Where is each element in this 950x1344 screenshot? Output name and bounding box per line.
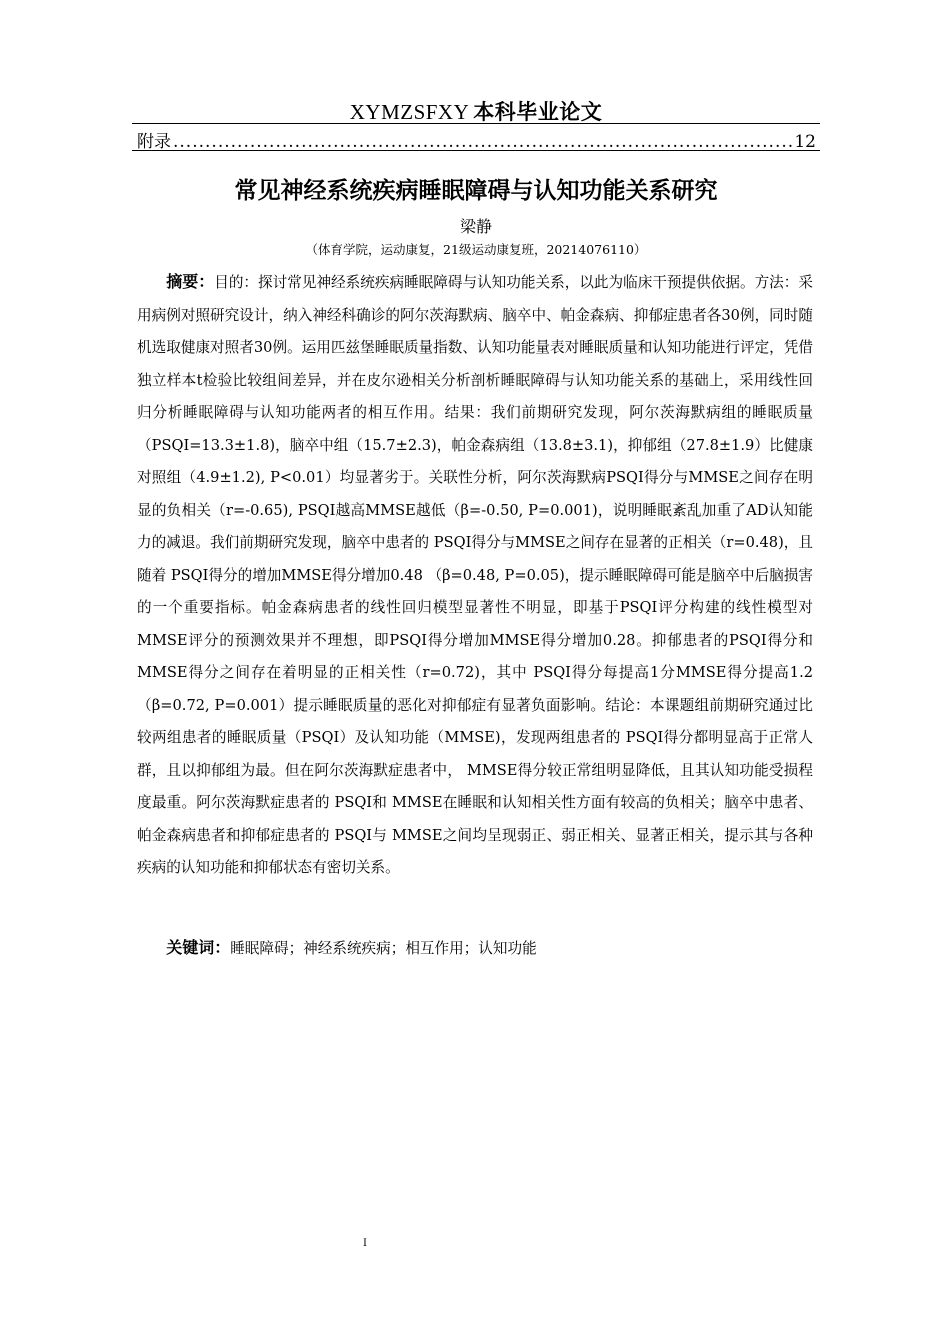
page-number: I (363, 1238, 367, 1249)
toc-entry-label: 附录 (137, 132, 171, 152)
keywords-label: 关键词： (166, 938, 231, 957)
toc-entry-appendix[interactable] (137, 127, 816, 152)
abstract-label: 摘要： (166, 272, 215, 291)
abstract-text: 目的：探讨常见神经系统疾病睡眠障碍与认知功能关系，以此为临床干预提供依据。方法：采用病例对照研究设计，纳入神经科确诊的阿尔茨海默病、脑卒中、帕金森病、抑郁症患者各30例，同时随机选取健康对照者30例。运用匹兹堡睡眠质量指数、认知功能量表对睡眠质量和认知功能进行评定，凭借独立样本t检验比较组间差异，并在皮尔逊相关分析剖析睡眠障碍与认知功能关系的基础上，采用线性回归分析睡眠障碍与认知功能两者的相互作用。结果：我们前期研究发现，阿尔茨海默病组的睡眠质量（PSQI=13.3±1.8)，脑卒中组（15.7±2.3)，帕金森病组（13.8±3.1)，抑郁组（27.8±1.9）比健康对照组（4.9±1.2), P<0.01）均显著劣于。关联性分析，阿尔茨海默病PSQI得分与MMSE之间存在明显的负相关（r=-0.65), PSQI越高MMSE越低（β=-0.50, P=0.001)，说明睡眠紊乱加重了AD认知能力的减退。我们前期研究发现，脑卒中患者的 PSQI得分与MMSE之间存在显著的正相关（r=0.48)，且随着 PSQI得分的增加MMSE得分增加0.48 （β=0.48, P=0.05)，提示睡眠障碍可能是脑卒中后脑损害的一个重要指标。帕金森病患者的线性回归模型显著性不明显，即基于PSQI评分构建的线性模型对MMSE评分的预测效果并不理想，即PSQI得分增加MMSE得分增加0.28。抑郁患者的PSQI得分和MMSE得分之间存在着明显的正相关性（r=0.72)，其中 PSQI得分每提高1分MMSE得分提高1.2 （β=0.72, P=0.001）提示睡眠质量的恶化对抑郁症有显著负面影响。结论：本课题组前期研究通过比较两组患者的睡眠质量（PSQI）及认知功能（MMSE)，发现两组患者的 PSQI得分都明显高于正常人群，且以抑郁组为最。但在阿尔茨海默症患者中， MMSE得分较正常组明显降低，且其认知功能受损程度最重。阿尔茨海默症患者的 PSQI和 MMSE在睡眠和认知相关性方面有较高的负相关；脑卒中患者、帕金森病患者和抑郁症患者的 PSQI与 MMSE之间均呈现弱正、弱正相关、显著正相关，提示其与各种疾病的认知功能和抑郁状态有密切关系。 (137, 274, 813, 876)
keywords-text: 睡眠障碍；神经系统疾病；相互作用；认知功能 (230, 940, 537, 957)
running-header (132, 96, 820, 126)
paper-title: 常见神经系统疾病睡眠障碍与认知功能关系研究 (234, 178, 718, 204)
header-title: 本科毕业论文 (473, 100, 603, 124)
toc-divider (132, 150, 820, 151)
paper-author: 梁静 (459, 217, 492, 236)
paper-affiliation: （体育学院，运动康复，21级运动康复班，20214076110） (305, 242, 647, 257)
toc-leader-dots (173, 132, 792, 152)
abstract-paragraph (137, 266, 813, 885)
toc-entry-page: 12 (794, 132, 816, 152)
header-divider (132, 123, 820, 124)
keywords-paragraph (137, 934, 813, 963)
header-code: XYMZSFXY (349, 100, 470, 124)
